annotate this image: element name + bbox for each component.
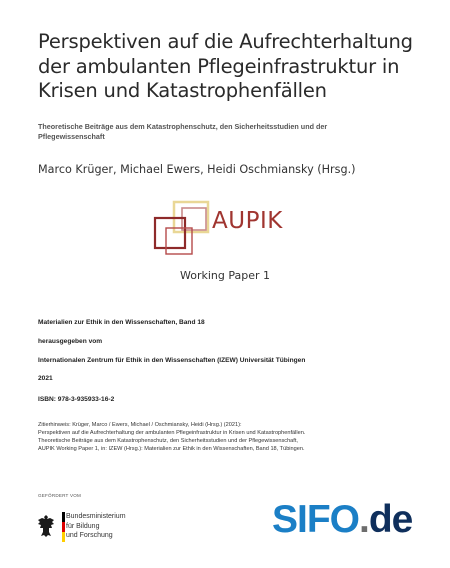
federal-eagle-icon <box>37 514 55 538</box>
series-info: Materialien zur Ethik in den Wissenschaften, Band 18 <box>38 319 205 326</box>
ministry-line: Bundesministerium <box>66 513 126 520</box>
sifo-logo <box>272 498 412 542</box>
editors: Marco Krüger, Michael Ewers, Heidi Oschmiansky (Hrsg.) <box>38 163 356 176</box>
publisher-label: herausgegeben vom <box>38 338 103 345</box>
citation-line: AUPIK Working Paper 1, in: IZEW (Hrsg.): Materialien zur Ethik in den Wissenschaften, Band 18, Tübingen. <box>38 446 305 452</box>
sifo-main: SIFO <box>272 498 360 541</box>
year: 2021 <box>38 375 53 382</box>
working-paper-label: Working Paper 1 <box>179 269 270 282</box>
sifo-dot: . <box>359 498 369 541</box>
citation-line: Theoretische Beiträge aus dem Katastrophenschutz, den Sicherheitsstudien und der Pflegewissenschaft, <box>38 438 298 444</box>
ministry-line: für Bildung <box>66 522 100 530</box>
sifo-de: de <box>368 498 413 541</box>
isbn: ISBN: 978-3-935933-16-2 <box>38 396 115 403</box>
publisher: Internationalen Zentrum für Ethik in den Wissenschaften (IZEW) Universität Tübingen <box>38 357 306 364</box>
document-subtitle: Theoretische Beiträge aus dem Katastrophenschutz, den Sicherheitsstudien und der Pflegewissenschaft <box>38 122 328 141</box>
citation-line: Perspektiven auf die Aufrechterhaltung der ambulanten Pflegeinfrastruktur in Krisen und Katastrophenfällen. <box>38 430 306 436</box>
ministry-name <box>66 512 126 541</box>
funding-label: GEFÖRDERT VOM <box>38 493 82 498</box>
document-title <box>38 30 428 104</box>
ministry-line: und Forschung <box>66 532 113 539</box>
title-line: der ambulanten Pflegeinfrastruktur in <box>38 54 400 78</box>
citation-note <box>38 421 438 453</box>
german-flag-bar <box>62 512 65 542</box>
title-line: Perspektiven auf die Aufrechterhaltung <box>38 30 413 53</box>
logo-text: AUPIK <box>212 208 283 234</box>
citation-line: Zitierhinweis: Krüger, Marco / Ewers, Michael / Oschmiansky, Heidi (Hrsg.) (2021): <box>38 422 242 428</box>
aupik-logo <box>150 198 310 260</box>
title-line: Krisen und Katastrophenfällen <box>38 79 327 102</box>
